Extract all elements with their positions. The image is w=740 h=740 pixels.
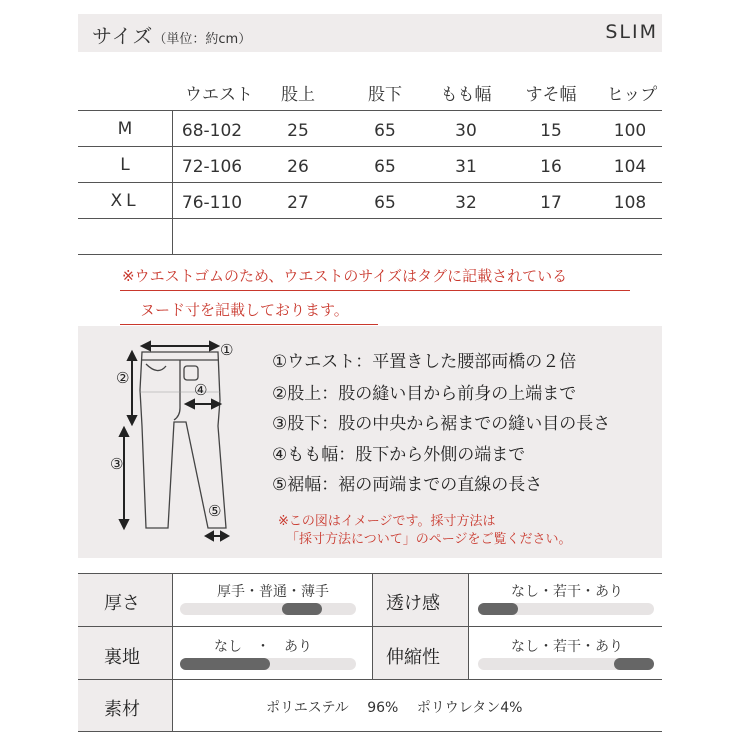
attr-lining-options: なし ・ あり [214,639,312,655]
attr-stretch-label: 伸縮性 [386,647,440,668]
diagram-note-1: ※この図はイメージです。採寸方法は [278,514,496,529]
notice-line-2: ヌード寸を記載しております。 [140,301,349,319]
cell: 15 [540,121,562,141]
col-header-hem: すそ幅 [525,85,577,105]
table-rule [78,254,662,255]
marker-1: ① [220,341,234,359]
table-rule [78,182,662,183]
cell: 100 [613,121,647,141]
marker-3: ③ [110,455,124,473]
attr-divider [172,573,173,731]
attr-transparency-label: 透け感 [386,593,440,614]
cell: 65 [374,157,396,177]
row-size-l: L [120,155,130,175]
cell: 16 [540,157,562,177]
attr-rule [78,573,662,574]
stretch-indicator [614,658,654,670]
cell: 30 [455,121,477,141]
col-header-thigh: もも幅 [440,85,492,105]
thickness-indicator [282,603,322,615]
lining-indicator [180,658,270,670]
title-text: サイズ [92,24,154,48]
table-rule [78,110,662,111]
unit-text: （単位：約cm） [153,32,252,47]
marker-2: ② [116,369,130,387]
marker-4: ④ [194,381,208,399]
thickness-scale [180,603,356,615]
diagram-item-thigh: ④もも幅：股下から外側の端まで [272,445,526,465]
attr-thickness-options: 厚手・普通・薄手 [217,584,329,600]
page-title [92,20,251,49]
marker-5: ⑤ [208,502,222,520]
cell: 104 [613,157,647,177]
col-header-waist: ウエスト [185,85,253,105]
row-size-m: M [117,119,133,139]
cell: 32 [455,193,477,213]
table-rule [78,146,662,147]
diagram-note-2: 「採寸方法について」のページをご覧ください。 [286,532,572,547]
diagram-item-hem: ⑤裾幅：裾の両端までの直線の長さ [272,475,543,495]
diagram-item-inseam: ③股下：股の中央から裾までの縫い目の長さ [272,414,611,434]
cell: 76-110 [181,193,243,213]
diagram-item-waist: ①ウエスト：平置きした腰部両橋の２倍 [272,352,577,372]
cell: 31 [455,157,477,177]
attr-divider [372,573,373,679]
attr-transparency-options: なし・若干・あり [511,584,623,600]
cell: 26 [287,157,309,177]
attr-divider [468,573,469,679]
notice-underline [120,324,378,325]
fit-label: SLIM [605,21,658,43]
attr-rule [78,731,662,732]
notice-underline [120,290,630,291]
attr-material-value: ポリエステル 96% ポリウレタン4% [266,700,523,716]
attr-lining-label: 裏地 [104,647,140,668]
diagram-item-rise: ②股上：股の縫い目から前身の上端まで [272,384,577,404]
cell: 27 [287,193,309,213]
cell: 68-102 [181,121,243,141]
attr-thickness-label: 厚さ [104,593,140,614]
col-header-hip: ヒップ [606,85,658,105]
attr-material-label: 素材 [104,699,140,720]
cell: 25 [287,121,309,141]
pants-diagram [100,330,260,550]
cell: 108 [613,193,647,213]
col-header-rise: 股上 [281,85,315,105]
cell: 65 [374,193,396,213]
attr-rule [78,626,662,627]
cell: 65 [374,121,396,141]
cell: 72-106 [181,157,243,177]
table-rule [78,218,662,219]
cell: 17 [540,193,562,213]
attr-stretch-options: なし・若干・あり [511,639,623,655]
attr-rule [78,679,662,680]
col-header-inseam: 股下 [368,85,402,105]
transparency-indicator [478,603,518,615]
notice-line-1: ※ウエストゴムのため、ウエストのサイズはタグに記載されている [122,267,568,285]
row-size-xl: XL [110,191,140,211]
